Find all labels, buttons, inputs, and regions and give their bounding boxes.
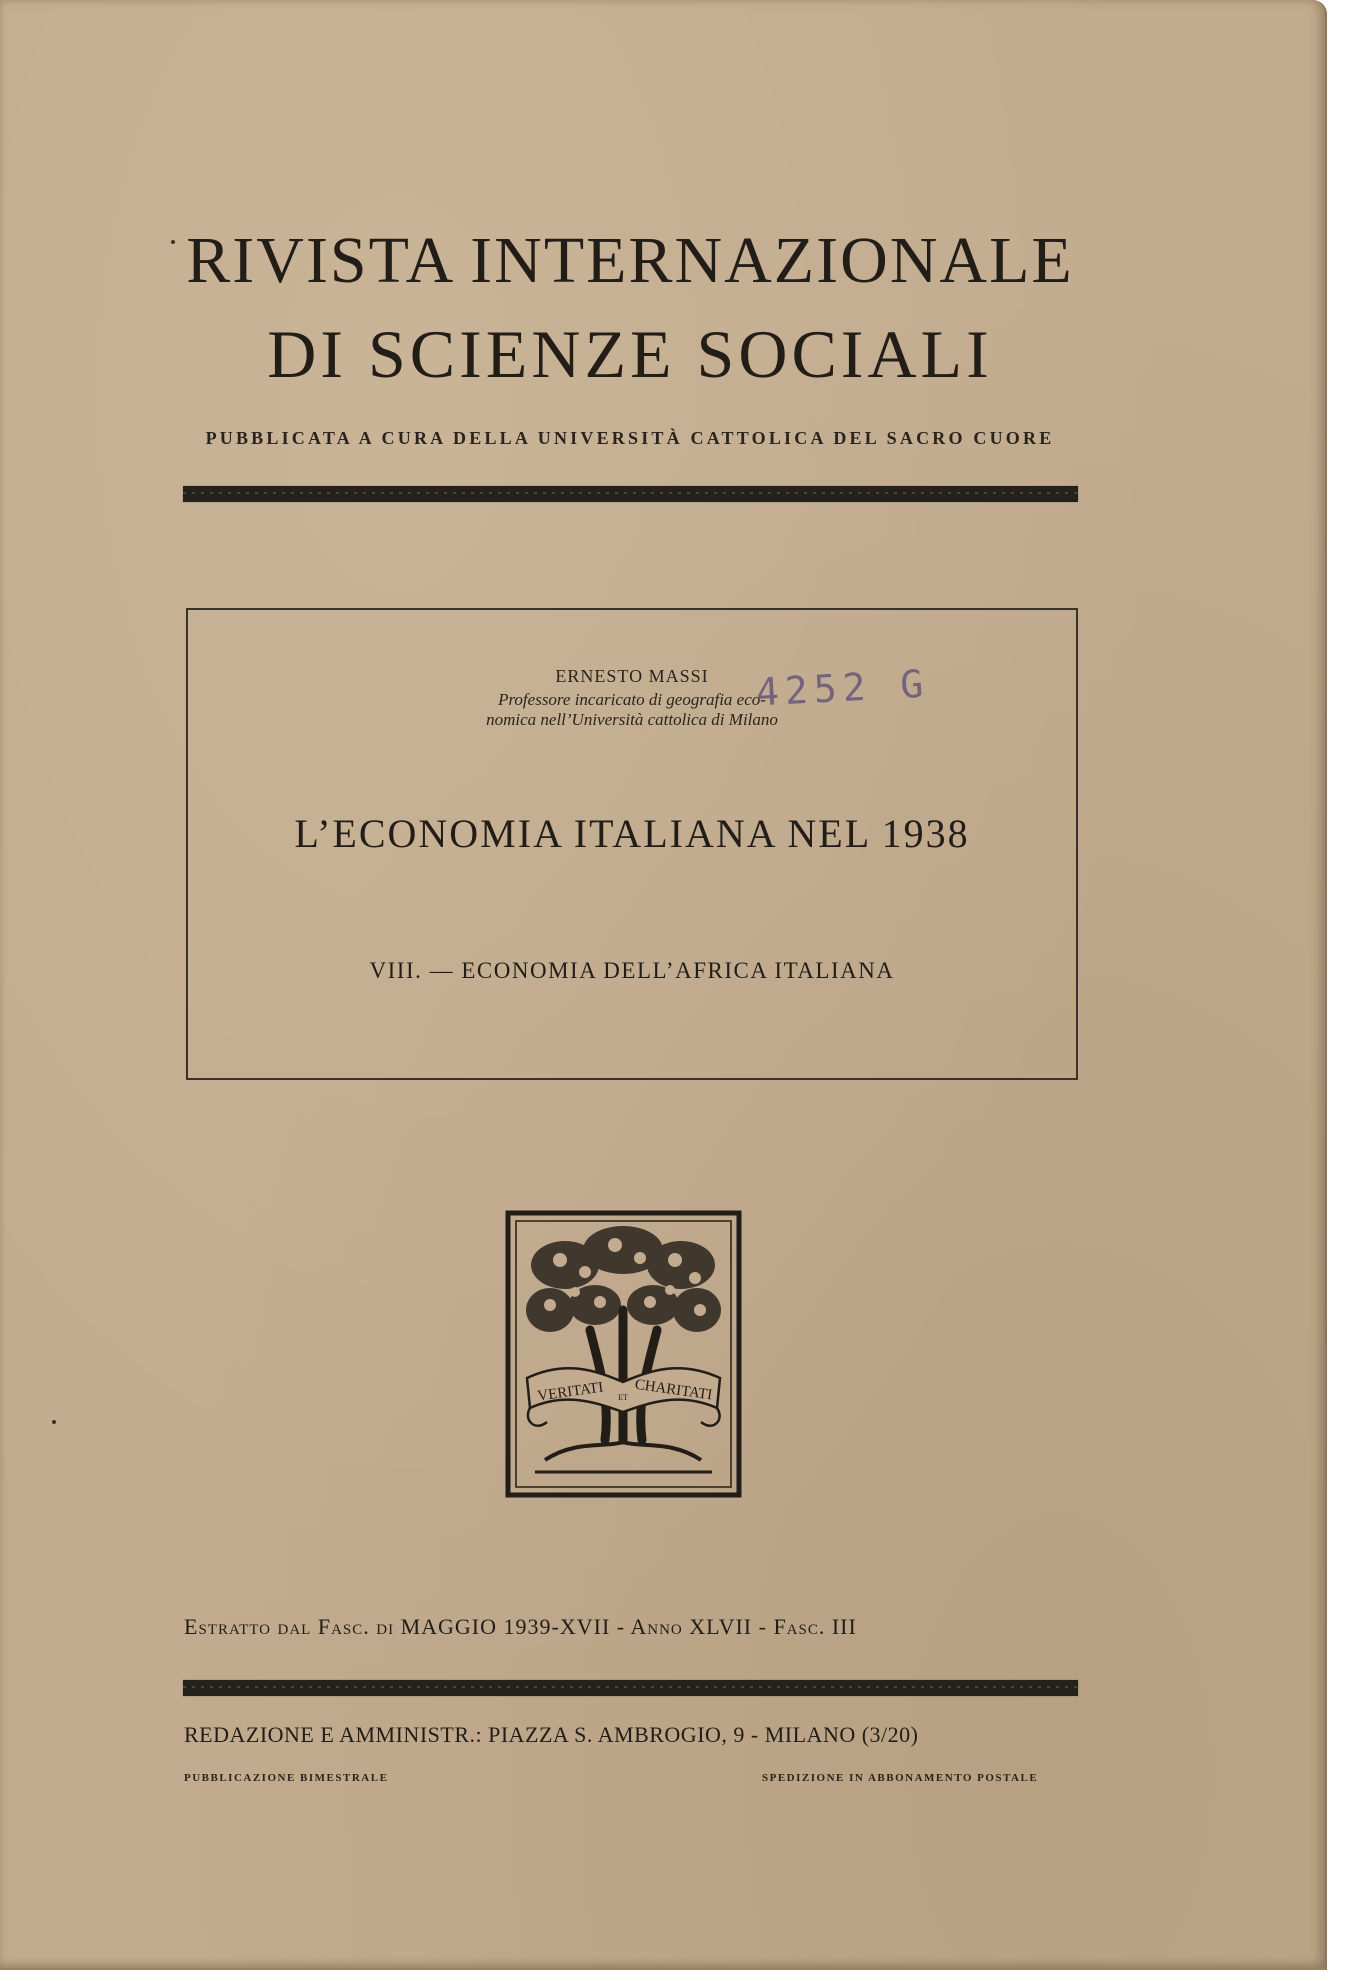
inventory-stamp: 4252 G bbox=[754, 661, 931, 715]
article-title: L’ECONOMIA ITALIANA NEL 1938 bbox=[294, 811, 970, 856]
bottom-divider bbox=[183, 1680, 1078, 1696]
journal-title-line2: DI SCIENZE SOCIALI bbox=[267, 316, 993, 392]
extract-info: Estratto dal Fasc. di MAGGIO 1939-XVII - Anno XLVII - Fasc. III bbox=[184, 1614, 857, 1639]
postal-note: SPEDIZIONE IN ABBONAMENTO POSTALE bbox=[762, 1772, 1039, 1784]
paper-speck bbox=[52, 1420, 56, 1424]
top-divider bbox=[183, 486, 1078, 502]
ribbon-text-right: CHARITATI bbox=[633, 1376, 714, 1404]
paper-speck bbox=[171, 240, 175, 244]
author-name: ERNESTO MASSI bbox=[555, 666, 709, 686]
ribbon-text-left: VERITATI bbox=[536, 1379, 605, 1405]
article-box bbox=[186, 608, 1078, 1080]
author-affiliation-line1: Professore incaricato di geografia eco- bbox=[498, 690, 766, 709]
editorial-address: REDAZIONE E AMMINISTR.: PIAZZA S. AMBROGIO, 9 - MILANO (3/20) bbox=[184, 1722, 919, 1747]
publication-frequency: PUBBLICAZIONE BIMESTRALE bbox=[184, 1772, 389, 1784]
ribbon-text-mid: ET bbox=[618, 1393, 628, 1402]
author-affiliation-line2: nomica nell’Università cattolica di Milano bbox=[486, 710, 778, 729]
article-section: VIII. — ECONOMIA DELL’AFRICA ITALIANA bbox=[369, 958, 895, 983]
journal-subtitle: PUBBLICATA A CURA DELLA UNIVERSITÀ CATTOLICA DEL SACRO CUORE bbox=[205, 428, 1055, 448]
journal-title-line1: RIVISTA INTERNAZIONALE bbox=[186, 224, 1074, 297]
tree-emblem-icon bbox=[505, 1210, 742, 1498]
